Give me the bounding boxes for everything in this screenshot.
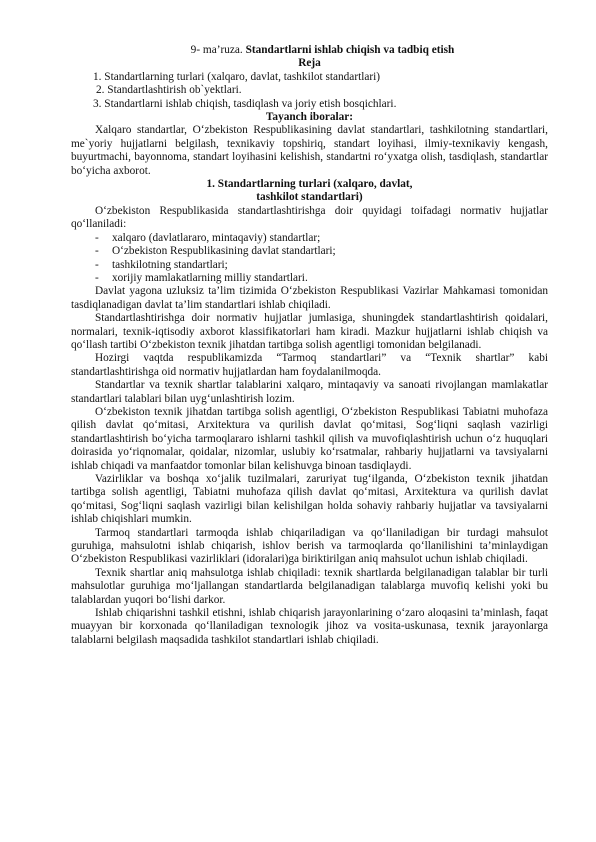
lecture-title [71,44,548,57]
body-paragraph: Tarmoq standartlari tarmoqda ishlab chiqariladigan va qo‘llaniladigan bir turdagi mahsulot guruhiga, mahsulotni ishlab chiqarish, ishlov berish va tarmoqlarda qo‘llanilishini ta’minlaydigan O‘zbekiston Respublikasi vazirliklari (idoralari)ga biriktirilgan aniq mahsulot uchun ishlab chiqiladi. [71,526,548,566]
body-paragraph: Vazirliklar va boshqa xo‘jalik tuzilmalari, zaruriyat tug‘ilganda, O‘zbekiston texnik jihatdan tartibga solish agentligi, Tabiatni muhofaza qilish davlat qo‘mitasi, Arxitektura va qurilish davlat qo‘mitasi, Sog‘liqni saqlash vazirligi bilan kelishilgan holda sohaviy rahbariy hujjatlar va tavsiyalarni ishlab chiqishlari mumkin. [71,473,548,526]
keywords-text: Xalqaro standartlar, O‘zbekiston Respublikasining davlat standartlari, tashkilotning standartlari, me`yoriy hujjatlarni belgilash, texnikaviy topshiriq, standart loyihasi, ilmiy-texnikaviy kengash, buyurtmachi, bayonnoma, standart loyihasini kelishish, standartni ro‘yxatga olish, tasdiqlash, standartlar bo‘yicha axborot. [71,124,548,177]
body-paragraph: Ishlab chiqarishni tashkil etishni, ishlab chiqarish jarayonlarining o‘zaro aloqasini ta’minlash, faqat muayyan bir korxonada qo‘llaniladigan texnologik jihoz va vosita-uskunasa, texnik jarayonlarga talablarni belgilash maqsadida tashkilot standartlari ishlab chiqiladi. [71,607,548,646]
lecture-number: 9- ma’ruza. [190,44,246,56]
body-paragraph: Texnik shartlar aniq mahsulotga ishlab chiqiladi: texnik shartlarda belgilanadigan talablar bir turli mahsulotlar guruhiga mo‘ljallangan standartlarda belgilanadigan talablarga muvofiq kelishi yoki bu talablardan yuqori bo‘lishi darkor. [71,566,548,606]
body-paragraph: Hozirgi vaqtda respublikamizda “Tarmoq standartlari” va “Texnik shartlar” kabi standartlashtirishga oid normativ hujjatlardan ham foydalanilmoqda. [71,352,548,378]
plan-item: 2. Standartlashtirish ob`yektlari. [96,84,242,97]
plan-item: 3. Standartlarni ishlab chiqish, tasdiqlash va joriy etish bosqichlari. [93,97,397,110]
list-item [71,245,548,258]
list-item-text: xorijiy mamlakatlarning milliy standartlari. [112,271,308,284]
body-paragraph: Standartlar va texnik shartlar talablarini xalqaro, mintaqaviy va sanoati rivojlangan mamlakatlar standartlari talablari bilan uyg‘unlashtirish lozim. [71,379,548,405]
list-marker: - [95,231,99,244]
lecture-topic: Standartlarni ishlab chiqish va tadbiq etish [245,44,455,56]
section-intro: O‘zbekiston Respublikasida standartlashtirishga doir quyidagi toifadagi normativ hujjatlar qo‘llaniladi: [71,204,548,231]
keywords-heading: Tayanch iboralar: [265,111,354,124]
body-paragraph: Standartlashtirishga doir normativ hujjatlar jumlasiga, shuningdek standartlashtirish qoidalari, normalari, texnik-iqtisodiy axborot klassifikatorlari ham kiradi. Mazkur hujjatlarni ishlab chiqish va qo‘llash tartibi O‘zbekiston texnik jihatdan tartibga solish agentligi tomonidan belgilanadi. [71,312,548,351]
section-heading-line: 1. Standartlarning turlari (xalqaro, davlat, [206,178,413,191]
plan-item: 1. Standartlarning turlari (xalqaro, davlat, tashkilot standartlari) [93,70,381,83]
plan-heading: Reja [298,57,321,70]
list-item [71,272,548,285]
list-item [71,232,548,245]
list-item-text: xalqaro (davlatlararo, mintaqaviy) standartlar; [112,231,321,244]
list-marker: - [95,258,99,271]
list-item-text: O‘zbekiston Respublikasining davlat standartlari; [112,245,336,258]
list-item-text: tashkilotning standartlari; [112,258,228,271]
list-marker: - [95,271,99,284]
list-marker: - [95,245,99,258]
list-item [71,259,548,272]
section-heading-line: tashkilot standartlari) [256,191,363,204]
body-paragraph: Davlat yagona uzluksiz ta’lim tizimida O‘zbekiston Respublikasi Vazirlar Mahkamasi tomonidan tasdiqlanadigan davlat ta’lim standartlari ishlab chiqiladi. [71,285,548,311]
section-heading [71,178,548,205]
body-paragraph: O‘zbekiston texnik jihatdan tartibga solish agentligi, O‘zbekiston Respublikasi Tabiatni muhofaza qilish davlat qo‘mitasi, Arxitektura va qurilish davlat qo‘mitasi, Sog‘liqni saqlash vazirligi standartlashtirish bo‘yicha tarmoqlararo ishlarni tashkil qilish va muvofiqlashtirish uchun o‘z huquqlari doirasida yo‘riqnomalar, qoidalar, nizomlar, uslubiy ko‘rsatmalar, rahbariy hujjatlarni va tavsiyalarni ishlab chiqadi va manfaatdor tomonlar bilan kelishuvga binoan tasdiqlaydi. [71,405,548,472]
